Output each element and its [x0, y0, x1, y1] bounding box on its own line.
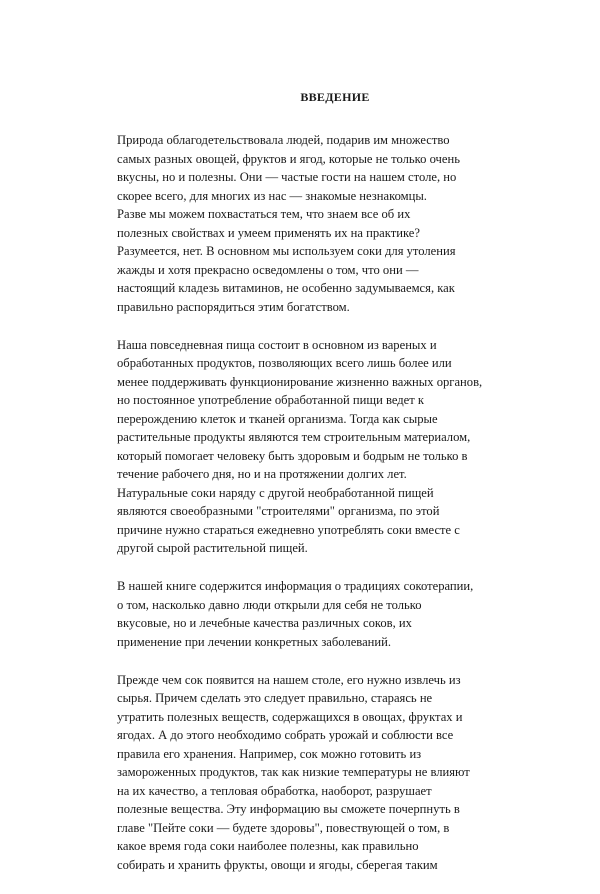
- chapter-title: ВВЕДЕНИЕ: [300, 90, 370, 104]
- text-line: настоящий кладезь витаминов, не особенно задумываемся, как: [117, 281, 455, 295]
- text-line: о том, насколько давно люди открыли для себя не только: [117, 597, 422, 612]
- text-line: правила его хранения. Например, сок можно готовить из: [117, 746, 422, 761]
- paragraph: [117, 671, 597, 875]
- body-text: [117, 131, 597, 894]
- text-line: вкусны, но и полезны. Они — частые гости на нашем столе, но: [117, 170, 457, 184]
- text-line: менее поддерживать функционирование жизненно важных органов,: [117, 374, 483, 389]
- text-line: самых разных овощей, фруктов и ягод, которые не только очень: [117, 151, 460, 166]
- text-line: обработанных продуктов, позволяющих всего лишь более или: [117, 356, 452, 370]
- text-line: какое время года соки наиболее полезны, как правильно: [117, 839, 419, 853]
- text-line: причине нужно стараться ежедневно употреблять соки вместе с: [117, 522, 460, 537]
- text-line: но постоянное употребление обработанной пищи ведет к: [117, 393, 425, 407]
- text-line: полезных свойствах и умеем применять их на практике?: [117, 225, 420, 240]
- text-line: который помогает человеку быть здоровым и бодрым не только в: [117, 448, 468, 463]
- text-line: Натуральные соки наряду с другой необработанной пищей: [117, 485, 434, 500]
- text-line: утратить полезных веществ, содержащихся в овощах, фруктах и: [117, 709, 463, 724]
- text-line: В нашей книге содержится информация о традициях сокотерапии,: [117, 579, 474, 593]
- text-line: жажды и хотя прекрасно осведомлены о том, что они —: [117, 262, 419, 277]
- paragraph: [117, 577, 597, 651]
- text-line: сырья. Причем сделать это следует правильно, стараясь не: [117, 691, 433, 705]
- text-line: Разумеется, нет. В основном мы используем соки для утоления: [117, 244, 456, 258]
- text-line: Разве мы можем похвастаться тем, что знаем все об их: [117, 207, 411, 221]
- text-line: Природа облагодетельствовала людей, подарив им множество: [117, 133, 450, 147]
- text-line: перерождению клеток и тканей организма. Тогда как сырые: [117, 411, 438, 426]
- text-line: собирать и хранить фрукты, овощи и ягоды, сберегая таким: [117, 857, 438, 872]
- text-line: на их качество, а тепловая обработка, наоборот, разрушает: [117, 783, 432, 798]
- text-line: полезные вещества. Эту информацию вы сможете почерпнуть в: [117, 802, 460, 816]
- text-line: ягодах. А до этого необходимо собрать урожай и соблюсти все: [117, 728, 454, 742]
- text-line: главе "Пейте соки — будете здоровы", повествующей о том, в: [117, 820, 450, 835]
- text-line: растительные продукты являются тем строительным материалом,: [117, 430, 471, 444]
- text-line: являются своеобразными "строителями" организма, по этой: [117, 504, 440, 518]
- text-line: замороженных продуктов, так как низкие температуры не влияют: [117, 765, 470, 779]
- text-line: скорее всего, для многих из нас — знакомые незнакомцы.: [117, 188, 427, 203]
- text-line: вкусовые, но и лечебные качества различных соков, их: [117, 616, 412, 630]
- text-line: правильно распорядиться этим богатством.: [117, 299, 350, 314]
- text-line: применение при лечении конкретных заболеваний.: [117, 634, 392, 649]
- text-line: Прежде чем сок появится на нашем столе, его нужно извлечь из: [117, 672, 461, 687]
- paragraph: [117, 336, 597, 558]
- text-line: течение рабочего дня, но и на протяжении долгих лет.: [117, 467, 407, 481]
- paragraph: [117, 131, 597, 316]
- text-line: Наша повседневная пища состоит в основном из вареных и: [117, 337, 437, 352]
- text-line: другой сырой растительной пищей.: [117, 541, 308, 555]
